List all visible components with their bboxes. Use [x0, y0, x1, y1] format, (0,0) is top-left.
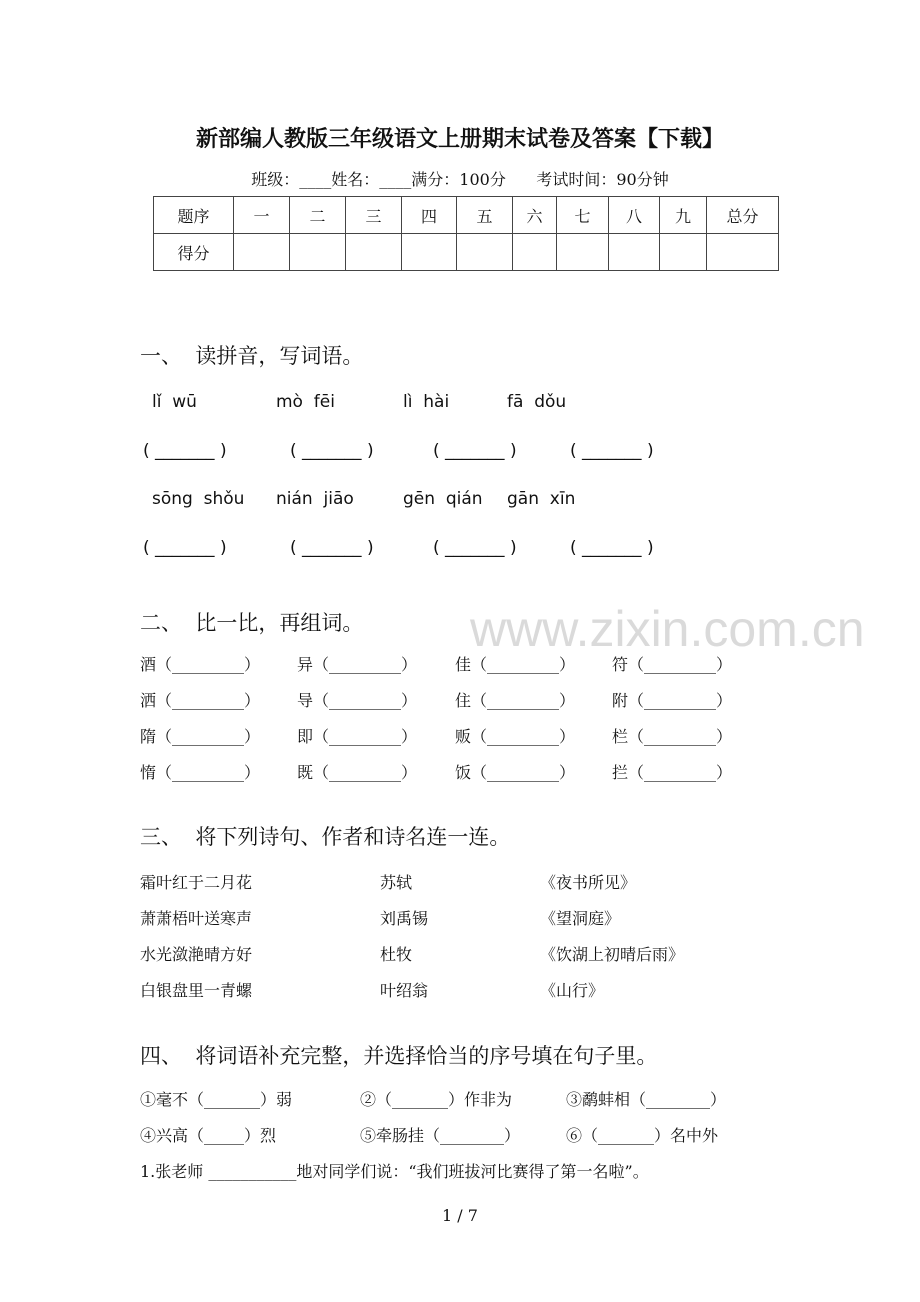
compare-item: 栏（_________） — [612, 727, 733, 746]
score-cell — [513, 234, 557, 271]
answer-blank: ( _______ ) — [143, 441, 227, 461]
section-heading: 四、 将词语补充完整，并选择恰当的序号填在句子里。 — [140, 1044, 658, 1068]
compare-item: 洒（_________） — [140, 691, 261, 710]
compare-item: 附（_________） — [612, 691, 733, 710]
score-cell — [707, 234, 779, 271]
idiom-item: ④兴高（_____）烈 — [140, 1126, 277, 1145]
compare-item: 拦（_________） — [612, 763, 733, 782]
match-item: 萧萧梧叶送寒声 — [140, 909, 253, 928]
page-title: 新部编人教版三年级语文上册期末试卷及答案【下载】 — [195, 126, 724, 152]
score-cell — [290, 234, 346, 271]
match-item: 刘禹锡 — [380, 909, 429, 928]
score-cell — [402, 234, 457, 271]
fill-sentence: 1.张老师 ___________地对同学们说：“我们班拔河比赛得了第一名啦”。 — [140, 1162, 649, 1181]
score-table — [153, 196, 779, 271]
table-header-cell: 一 — [234, 197, 290, 234]
table-header-cell: 五 — [457, 197, 513, 234]
page-number: 1 / 7 — [442, 1206, 478, 1225]
answer-blank: ( _______ ) — [570, 441, 654, 461]
pinyin: gān xīn — [507, 489, 576, 509]
idiom-item: ①毫不（_______）弱 — [140, 1090, 293, 1109]
table-header-cell: 二 — [290, 197, 346, 234]
match-item: 水光潋滟晴方好 — [140, 945, 253, 964]
pinyin: lì hài — [403, 392, 450, 412]
match-item: 《饮湖上初晴后雨》 — [540, 945, 685, 964]
pinyin: sōng shǒu — [152, 489, 245, 509]
score-cell — [457, 234, 513, 271]
row-label: 得分 — [154, 234, 234, 271]
match-item: 杜牧 — [380, 945, 413, 964]
pinyin: nián jiāo — [276, 489, 354, 509]
compare-item: 符（_________） — [612, 655, 733, 674]
table-header-cell: 三 — [346, 197, 402, 234]
score-cell — [609, 234, 660, 271]
match-item: 白银盘里一青螺 — [140, 981, 253, 1000]
table-header-cell: 七 — [557, 197, 609, 234]
idiom-item: ⑤牵肠挂（________） — [360, 1126, 521, 1145]
table-header-cell: 题序 — [154, 197, 234, 234]
answer-blank: ( _______ ) — [290, 441, 374, 461]
compare-item: 隋（_________） — [140, 727, 261, 746]
compare-item: 导（_________） — [297, 691, 418, 710]
table-header-cell: 总分 — [707, 197, 779, 234]
table-header-cell: 九 — [660, 197, 707, 234]
compare-item: 佳（_________） — [455, 655, 576, 674]
match-item: 叶绍翁 — [380, 981, 429, 1000]
match-item: 苏轼 — [380, 873, 413, 892]
score-cell — [234, 234, 290, 271]
pinyin: lǐ wū — [152, 392, 197, 412]
compare-item: 住（_________） — [455, 691, 576, 710]
answer-blank: ( _______ ) — [290, 538, 374, 558]
pinyin: gēn qián — [403, 489, 483, 509]
compare-item: 贩（_________） — [455, 727, 576, 746]
answer-blank: ( _______ ) — [143, 538, 227, 558]
watermark: www.zixin.com.cn — [470, 601, 865, 657]
section-heading: 三、 将下列诗句、作者和诗名连一连。 — [140, 825, 511, 849]
compare-item: 异（_________） — [297, 655, 418, 674]
answer-blank: ( _______ ) — [433, 441, 517, 461]
match-item: 《望洞庭》 — [540, 909, 621, 928]
idiom-item: ③鹬蚌相（________） — [566, 1090, 727, 1109]
compare-item: 惰（_________） — [140, 763, 261, 782]
compare-item: 酒（_________） — [140, 655, 261, 674]
table-header-cell: 六 — [513, 197, 557, 234]
compare-item: 饭（_________） — [455, 763, 576, 782]
idiom-item: ②（_______）作非为 — [360, 1090, 513, 1109]
answer-blank: ( _______ ) — [570, 538, 654, 558]
compare-item: 既（_________） — [297, 763, 418, 782]
student-info: 班级：____姓名：____满分：100分 考试时间：90分钟 — [251, 170, 669, 189]
score-cell — [346, 234, 402, 271]
match-item: 《山行》 — [540, 981, 605, 1000]
idiom-item: ⑥（_______）名中外 — [566, 1126, 719, 1145]
section-heading: 二、 比一比，再组词。 — [140, 611, 364, 635]
section-heading: 一、 读拼音，写词语。 — [140, 344, 364, 368]
score-cell — [660, 234, 707, 271]
answer-blank: ( _______ ) — [433, 538, 517, 558]
table-header-cell: 四 — [402, 197, 457, 234]
score-cell — [557, 234, 609, 271]
pinyin: fā dǒu — [507, 392, 567, 412]
table-header-cell: 八 — [609, 197, 660, 234]
match-item: 《夜书所见》 — [540, 873, 637, 892]
pinyin: mò fēi — [276, 392, 335, 412]
match-item: 霜叶红于二月花 — [140, 873, 253, 892]
compare-item: 即（_________） — [297, 727, 418, 746]
